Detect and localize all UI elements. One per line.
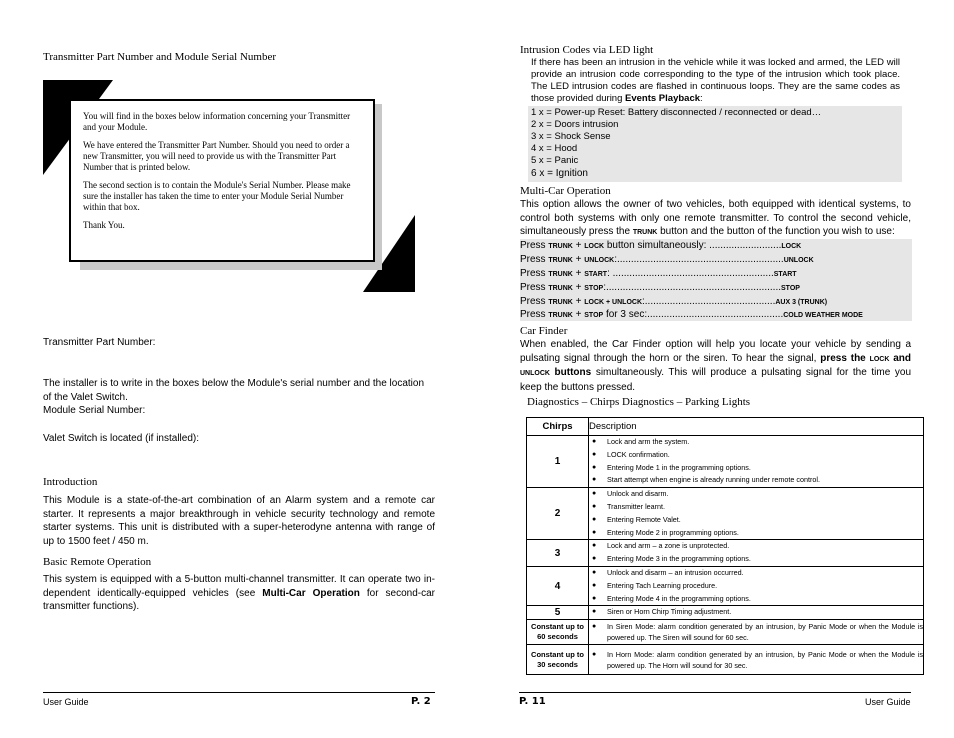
multicar-press-list bbox=[520, 239, 912, 321]
page-number-left: P. 2 bbox=[411, 696, 431, 707]
text-run: and bbox=[889, 352, 912, 364]
multicar-text bbox=[520, 198, 911, 240]
press-line bbox=[520, 296, 912, 307]
info-box-paragraph: The second section is to contain the Module's Serial Number. Please make sure the installer has taken the time to enter your Module Serial Number within that box. bbox=[83, 180, 351, 212]
text-run: Press bbox=[520, 268, 549, 279]
trunk-key: TRUNK bbox=[632, 229, 658, 236]
press-line bbox=[520, 268, 912, 279]
table-row bbox=[527, 606, 924, 620]
key-label: STOP bbox=[584, 312, 604, 319]
info-box bbox=[69, 99, 375, 262]
list-item: ● Entering Mode 3 in the programming options. bbox=[607, 553, 923, 566]
text-run: + bbox=[572, 240, 585, 251]
key-label: TRUNK bbox=[548, 271, 573, 278]
intrusion-text bbox=[531, 57, 900, 105]
chirp-description bbox=[589, 606, 924, 620]
chirp-description bbox=[589, 645, 924, 675]
chirp-count: Constant up to 30 seconds bbox=[527, 645, 589, 675]
table-row bbox=[527, 566, 924, 605]
text-run: Press bbox=[520, 282, 549, 293]
valet-switch-label: Valet Switch is located (if installed): bbox=[43, 433, 199, 444]
key-label: TRUNK bbox=[548, 257, 573, 264]
text-run: : bbox=[700, 93, 703, 104]
text-run: press the bbox=[820, 352, 870, 364]
intrusion-code: 6 x = Ignition bbox=[531, 168, 588, 179]
chirp-count: 3 bbox=[527, 540, 589, 567]
intrusion-code: 1 x = Power-up Reset: Battery disconnected / reconnected or dead… bbox=[531, 107, 822, 118]
function-result: UNLOCK bbox=[783, 257, 814, 264]
text-run: :............................................................ bbox=[614, 254, 784, 265]
list-item: ● Lock and arm the system. bbox=[607, 436, 923, 449]
press-line bbox=[520, 309, 912, 320]
list-item: ● Entering Remote Valet. bbox=[607, 514, 923, 527]
key-label: UNLOCK bbox=[520, 370, 550, 377]
transmitter-part-heading: Transmitter Part Number and Module Serial Number bbox=[43, 51, 276, 63]
text-run: for second-car transmitter functions). bbox=[43, 587, 436, 612]
chirp-count: 4 bbox=[527, 566, 589, 605]
introduction-text: This Module is a state-of-the-art combination of an Alarm system and a remote car starter. It represents a major breakthrough in vehicle security technology and remote starter systems. This unit is distributed with a super-heterodyne antenna with range of up to 1500 feet / 450 m. bbox=[43, 495, 435, 547]
function-result: AUX 3 (TRUNK) bbox=[775, 299, 828, 306]
list-item: ● Entering Mode 2 in programming options. bbox=[607, 527, 923, 540]
text-run: :............................................... bbox=[642, 296, 776, 307]
chirp-description bbox=[589, 620, 924, 645]
list-item: ● LOCK confirmation. bbox=[607, 449, 923, 462]
text-run: button simultaneously: .......................... bbox=[604, 240, 782, 251]
key-label: TRUNK bbox=[548, 299, 573, 306]
list-item: ● Unlock and disarm – an intrusion occurred. bbox=[607, 567, 923, 580]
list-item: ● Unlock and disarm. bbox=[607, 488, 923, 501]
info-box-paragraph: You will find in the boxes below information concerning your Transmitter and your Module. bbox=[83, 111, 351, 132]
table-row bbox=[527, 620, 924, 645]
function-result: STOP bbox=[781, 285, 800, 292]
text-run: Press bbox=[520, 254, 549, 265]
text-run: This system is equipped with a 5-button multi-channel transmitter. It can operate two in-dependent identically-equipped vehicles (see bbox=[43, 574, 435, 599]
table-row bbox=[527, 645, 924, 675]
chirp-count: Constant up to 60 seconds bbox=[527, 620, 589, 645]
text-run: + bbox=[572, 254, 585, 265]
basic-remote-text bbox=[43, 573, 435, 614]
text-run: :............................................................... bbox=[603, 282, 781, 293]
press-line bbox=[520, 282, 912, 293]
intrusion-codes-list bbox=[528, 106, 902, 182]
footer-rule bbox=[519, 692, 911, 693]
text-run: + bbox=[572, 282, 585, 293]
text-run: + bbox=[572, 296, 585, 307]
text-run: + bbox=[572, 268, 585, 279]
footer-left-label: User Guide bbox=[43, 697, 89, 707]
chirp-description bbox=[589, 566, 924, 605]
chirp-description bbox=[589, 540, 924, 567]
text-run: button and the button of the function you wish to use: bbox=[657, 226, 895, 237]
key-label: START bbox=[584, 271, 608, 278]
module-serial-label: Module Serial Number: bbox=[43, 405, 146, 416]
key-label: TRUNK bbox=[548, 285, 573, 292]
list-item: ● In Horn Mode: alarm condition generated by an intrusion, by Panic Mode or when the Module is powered up. The Horn will sound for 30 sec. bbox=[607, 648, 923, 672]
events-playback-reference: Events Playback bbox=[625, 93, 701, 104]
text-run: If there has been an intrusion in the vehicle while it was locked and armed, the LED will provide an intrusion code corresponding to the type of the intrusion which took place. The LED intrusion codes are flashed in continuous loops. They are the same codes as those provided during bbox=[531, 57, 900, 104]
table-row bbox=[527, 436, 924, 488]
chirps-diagnostics-table bbox=[526, 417, 924, 675]
list-item: ● Entering Tach Learning procedure. bbox=[607, 580, 923, 593]
text-run: + bbox=[572, 309, 585, 320]
chirp-description bbox=[589, 436, 924, 488]
installer-text: The installer is to write in the boxes below the Module's serial number and the location of the Valet Switch. bbox=[43, 378, 425, 403]
column-header-description: Description bbox=[589, 418, 924, 436]
key-label: TRUNK bbox=[548, 243, 573, 250]
key-label: TRUNK bbox=[548, 312, 573, 319]
footer-rule bbox=[43, 692, 435, 693]
key-label: LOCK bbox=[584, 243, 605, 250]
introduction-heading: Introduction bbox=[43, 476, 98, 488]
chirp-count: 5 bbox=[527, 606, 589, 620]
text-run: Press bbox=[520, 309, 549, 320]
key-label: STOP bbox=[584, 285, 604, 292]
transmitter-part-label: Transmitter Part Number: bbox=[43, 337, 156, 348]
intrusion-code: 4 x = Hood bbox=[531, 143, 578, 154]
column-header-chirps: Chirps bbox=[527, 418, 589, 436]
carfinder-heading: Car Finder bbox=[520, 325, 568, 337]
press-line bbox=[520, 240, 912, 251]
carfinder-text bbox=[520, 338, 911, 394]
list-item: ● Entering Mode 4 in the programming options. bbox=[607, 593, 923, 606]
key-label: LOCK bbox=[869, 355, 890, 363]
list-item: ● Siren or Horn Chirp Timing adjustment. bbox=[607, 606, 923, 619]
chirp-count: 2 bbox=[527, 488, 589, 540]
list-item: ● Transmitter learnt. bbox=[607, 501, 923, 514]
list-item: ● Lock and arm – a zone is unprotected. bbox=[607, 540, 923, 553]
key-label: LOCK + UNLOCK bbox=[584, 299, 642, 306]
text-run: Press bbox=[520, 240, 549, 251]
press-line bbox=[520, 254, 912, 265]
diagnostics-heading: Diagnostics – Chirps Diagnostics – Parking Lights bbox=[527, 396, 751, 408]
key-label: UNLOCK bbox=[584, 257, 615, 264]
intrusion-heading: Intrusion Codes via LED light bbox=[520, 44, 654, 56]
table-row bbox=[527, 488, 924, 540]
function-result: COLD WEATHER MODE bbox=[783, 312, 863, 319]
intrusion-code: 3 x = Shock Sense bbox=[531, 131, 611, 142]
info-box-paragraph: We have entered the Transmitter Part Number. Should you need to order a new Transmitter, you will need to provide us with the Transmitter Part Number that is printed below. bbox=[83, 140, 350, 172]
basic-remote-heading: Basic Remote Operation bbox=[43, 556, 152, 568]
chirp-count: 1 bbox=[527, 436, 589, 488]
text-run: When enabled, the Car Finder option will help you locate your vehicle by sending a pulsating signal through the horn or the siren. To hear the signal, bbox=[520, 339, 911, 364]
text-run: buttons bbox=[549, 367, 592, 378]
footer-right-label: User Guide bbox=[865, 697, 911, 707]
text-run: for 3 sec:................................................. bbox=[603, 309, 784, 320]
list-item: ● Start attempt when engine is already running under remote control. bbox=[607, 474, 923, 487]
chirp-description bbox=[589, 488, 924, 540]
function-result: LOCK bbox=[781, 243, 802, 250]
intrusion-code: 5 x = Panic bbox=[531, 155, 579, 166]
multi-car-reference: Multi-Car Operation bbox=[262, 587, 360, 599]
text-run: Press bbox=[520, 296, 549, 307]
multicar-heading: Multi-Car Operation bbox=[520, 185, 611, 197]
list-item: ● In Siren Mode: alarm condition generated by an intrusion, by Panic Mode or when the Module is powered up. The Siren will sound for 60 sec. bbox=[607, 620, 923, 644]
function-result: START bbox=[773, 271, 797, 278]
page-number-right: P. 11 bbox=[519, 696, 546, 707]
info-box-thanks: Thank You. bbox=[83, 220, 125, 230]
table-row bbox=[527, 540, 924, 567]
text-run: simultaneously. This will produce a pulsating signal for the time you keep the buttons pressed. bbox=[520, 367, 912, 393]
list-item: ● Entering Mode 1 in the programming options. bbox=[607, 462, 923, 475]
text-run: This option allows the owner of two vehicles, both equipped with identical systems, to control both systems with only one remote transmitter. To control the second vehicle, simultaneously press the bbox=[520, 199, 911, 237]
text-run: : .......................................................... bbox=[607, 268, 774, 279]
table-header-row bbox=[527, 418, 924, 436]
intrusion-code: 2 x = Doors intrusion bbox=[531, 119, 619, 130]
